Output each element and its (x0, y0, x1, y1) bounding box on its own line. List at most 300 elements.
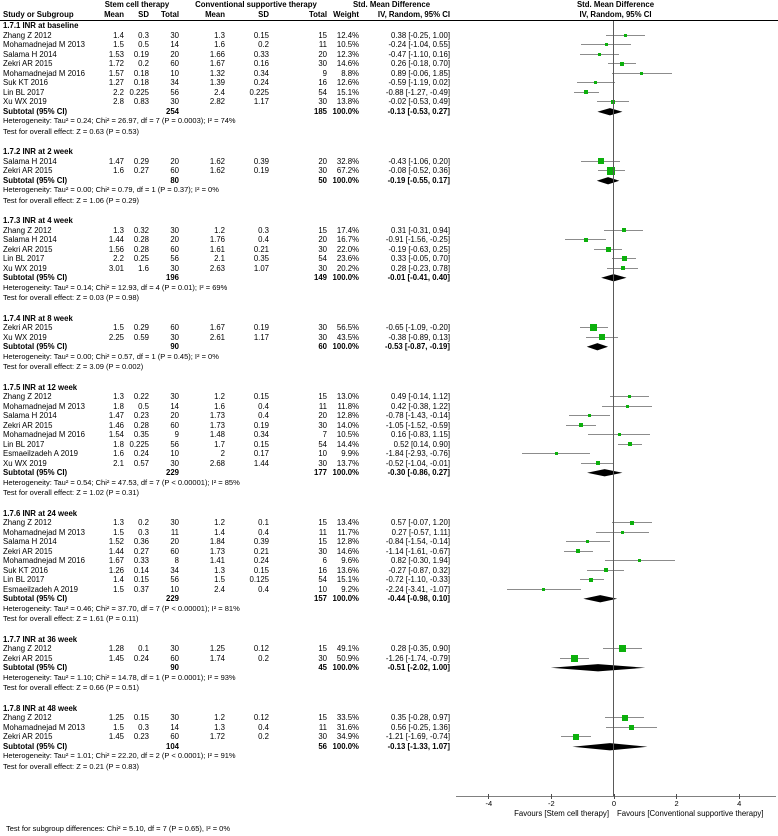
col-mean2 (182, 273, 228, 283)
col-mean1: 1.4 (113, 575, 124, 584)
study-row (0, 69, 778, 79)
col-mean2: 1.66 (209, 49, 225, 59)
col-mean2: 1.61 (209, 244, 225, 254)
col-mean2: 1.41 (209, 556, 225, 565)
study-plot-cell (453, 157, 778, 167)
study-row (0, 459, 778, 469)
col-mean2: 1.73 (209, 420, 225, 430)
study-plot-cell (453, 421, 778, 431)
col-mean2: 1.3 (214, 722, 225, 732)
col-mean2: 1.25 (209, 644, 225, 653)
group-header-smd-plot: Std. Mean Difference (576, 0, 655, 9)
overall-effect-note: Test for overall effect: Z = 1.61 (P = 0.11) (3, 614, 139, 623)
col-sd1: 0.3 (138, 30, 149, 40)
col-n2: 15 (318, 713, 327, 722)
pooled-diamond (453, 594, 778, 604)
col-smd: -0.72 [-1.10, -0.33] (385, 575, 450, 584)
col-n2: 15 (318, 537, 327, 546)
effect-marker (589, 578, 593, 582)
col-mean2: 2.63 (209, 263, 225, 273)
study-label: Salama H 2014 (3, 411, 57, 420)
col-weight: 100.0% (332, 175, 359, 185)
effect-marker (640, 72, 643, 75)
col-n2: 15 (318, 225, 327, 235)
col-mean1: 1.46 (108, 420, 124, 430)
effect-marker (620, 62, 624, 66)
axis (0, 796, 778, 826)
subtotal-row (0, 594, 778, 604)
col-sd2 (228, 742, 272, 752)
study-row (0, 392, 778, 402)
effect-marker (571, 655, 578, 662)
effect-marker (604, 568, 608, 572)
col-n1: 90 (170, 663, 179, 672)
col-n2: 30 (318, 420, 327, 430)
col-n2: 16 (318, 78, 327, 87)
col-sd1: 0.23 (133, 732, 149, 741)
col-mean2: 2.1 (214, 254, 225, 263)
col-sd1: 0.29 (133, 323, 149, 332)
col-sd2: 0.19 (253, 420, 269, 430)
forest-body (0, 21, 778, 782)
col-mean1: 1.5 (113, 584, 124, 594)
col-header-mean2: Mean (205, 10, 225, 19)
col-mean1: 1.44 (108, 235, 124, 244)
study-label: Zekri AR 2015 (3, 420, 53, 430)
study-label: Lin BL 2017 (3, 575, 45, 584)
col-n1: 56 (170, 575, 179, 584)
subtotal-row (0, 468, 778, 478)
col-weight: 31.6% (336, 722, 359, 732)
pooled-diamond (453, 742, 778, 752)
study-label: Xu WX 2019 (3, 458, 47, 468)
section-title: 1.7.4 INR at 8 week (3, 313, 73, 323)
study-row (0, 411, 778, 421)
col-smd: -0.53 [-0.87, -0.19] (384, 342, 450, 351)
study-label: Xu WX 2019 (3, 97, 47, 106)
col-mean2: 2.4 (214, 584, 225, 594)
col-sd1 (127, 594, 152, 604)
col-sd2: 0.17 (253, 449, 269, 458)
study-label: Lin BL 2017 (3, 254, 45, 263)
effect-marker (584, 238, 588, 242)
col-sd1: 1.6 (138, 263, 149, 273)
col-sd2: 0.4 (258, 411, 269, 420)
col-n2: 30 (318, 332, 327, 342)
subtotal-plot-cell (453, 663, 778, 673)
col-mean1: 2.8 (113, 97, 124, 106)
study-label: Zhang Z 2012 (3, 30, 52, 40)
col-sd1: 0.22 (133, 392, 149, 401)
group-header-conventional: Conventional supportive therapy (195, 0, 317, 9)
col-mean1: 1.54 (108, 430, 124, 439)
col-weight: 12.8% (336, 537, 359, 546)
study-label: Salama H 2014 (3, 49, 57, 59)
study-label: Zekri AR 2015 (3, 323, 53, 332)
study-row (0, 235, 778, 245)
col-header-study: Study or Subgroup (3, 10, 74, 19)
col-sd1 (127, 468, 152, 478)
study-row (0, 50, 778, 60)
col-sd1: 0.5 (138, 401, 149, 411)
study-plot-cell (453, 723, 778, 733)
col-weight: 15.1% (336, 87, 359, 97)
study-plot-cell (453, 547, 778, 557)
section-title: 1.7.2 INR at 2 week (3, 147, 73, 156)
heterogeneity-note: Heterogeneity: Tau² = 0.14; Chi² = 12.93, df = 4 (P = 0.01); I² = 69% (3, 282, 228, 292)
col-smd: -0.24 [-1.04, 0.55] (388, 40, 450, 49)
section-title: 1.7.1 INR at baseline (3, 21, 79, 30)
col-mean2: 1.67 (209, 59, 225, 68)
col-weight: 9.2% (341, 584, 359, 594)
overall-effect-note: Test for overall effect: Z = 3.09 (P = 0.002) (3, 362, 144, 371)
overall-effect-note: Test for overall effect: Z = 0.21 (P = 0.83) (3, 761, 140, 771)
study-plot-cell (453, 732, 778, 742)
col-n2: 60 (318, 342, 327, 351)
col-weight: 14.6% (336, 59, 359, 68)
col-weight: 34.9% (336, 732, 359, 741)
study-row (0, 723, 778, 733)
study-plot-cell (453, 459, 778, 469)
effect-marker (622, 256, 627, 261)
col-sd1: 0.36 (133, 537, 149, 546)
col-header-mean1: Mean (104, 10, 124, 19)
col-n1: 56 (170, 439, 179, 449)
section-title: 1.7.5 INR at 12 week (3, 382, 78, 392)
col-mean2: 1.62 (209, 166, 225, 175)
col-smd: 0.49 [-0.14, 1.12] (391, 392, 450, 401)
col-mean2 (182, 468, 228, 478)
col-mean1: 1.47 (108, 156, 124, 166)
col-smd: 0.57 [-0.07, 1.20] (391, 518, 450, 527)
heterogeneity-note: Heterogeneity: Tau² = 0.54; Chi² = 47.53, df = 7 (P < 0.00001); I² = 85% (3, 477, 240, 487)
study-label: Zhang Z 2012 (3, 225, 52, 235)
col-n1: 60 (170, 59, 179, 68)
col-n1: 30 (170, 392, 179, 401)
effect-marker (586, 540, 589, 543)
col-sd2 (228, 176, 272, 186)
col-smd: -0.19 [-0.55, 0.17] (387, 175, 450, 185)
col-n2: 16 (318, 565, 327, 575)
study-row (0, 226, 778, 236)
effect-marker (624, 34, 627, 37)
col-mean1: 1.44 (108, 546, 124, 556)
col-n2: 15 (318, 30, 327, 40)
col-n2: 15 (318, 644, 327, 653)
study-row (0, 333, 778, 343)
col-sd2: 0.4 (258, 722, 269, 732)
col-mean1: 1.47 (108, 411, 124, 420)
col-sd2: 0.2 (258, 40, 269, 49)
col-smd: 0.35 [-0.28, 0.97] (391, 713, 450, 722)
effect-marker (607, 167, 615, 175)
col-smd: -0.08 [-0.52, 0.36] (388, 166, 450, 175)
col-sd1 (127, 107, 152, 117)
col-mean2: 1.3 (214, 565, 225, 575)
study-row (0, 88, 778, 98)
col-sd2: 0.39 (253, 156, 269, 166)
col-n1: 14 (170, 401, 179, 411)
subtotal-plot-cell (453, 742, 778, 752)
study-label: Lin BL 2017 (3, 87, 45, 97)
col-smd: -0.84 [-1.54, -0.14] (385, 537, 450, 546)
col-n2: 11 (318, 401, 327, 411)
col-sd1: 0.2 (138, 59, 149, 68)
col-n2: 30 (318, 244, 327, 254)
col-mean2 (182, 342, 228, 352)
col-weight: 14.0% (336, 420, 359, 430)
effect-marker (618, 433, 621, 436)
effect-marker (621, 266, 625, 270)
col-smd: -0.43 [-1.06, 0.20] (388, 156, 450, 166)
col-sd1 (127, 663, 152, 673)
col-mean2: 1.4 (214, 527, 225, 537)
study-row (0, 78, 778, 88)
col-weight: 14.4% (336, 439, 359, 449)
study-row (0, 537, 778, 547)
col-mean1 (92, 342, 127, 352)
col-mean1: 1.4 (113, 30, 124, 40)
col-smd: -1.21 [-1.69, -0.74] (385, 732, 450, 741)
pooled-diamond (453, 176, 778, 186)
col-mean1: 1.8 (113, 439, 124, 449)
study-plot-cell (453, 440, 778, 450)
col-sd1 (127, 273, 152, 283)
section-gap (0, 772, 778, 782)
effect-marker (598, 53, 601, 56)
col-weight: 13.0% (336, 392, 359, 401)
col-weight: 13.8% (336, 97, 359, 106)
col-smd: 0.26 [-0.18, 0.70] (391, 59, 450, 68)
favours-right-label: Favours [Conventional supportive therapy] (617, 809, 764, 818)
study-row (0, 40, 778, 50)
col-n1: 229 (165, 594, 179, 603)
axis-tick-label: -2 (548, 799, 555, 808)
col-n2: 30 (318, 263, 327, 273)
section-title: 1.7.6 INR at 24 week (3, 508, 78, 518)
col-mean2: 1.62 (209, 156, 225, 166)
col-n1: 30 (170, 30, 179, 40)
study-label: Zekri AR 2015 (3, 166, 53, 175)
effect-marker (638, 559, 641, 562)
col-weight: 15.1% (336, 575, 359, 584)
col-weight: 23.6% (336, 254, 359, 263)
col-header-ci-text: IV, Random, 95% CI (377, 10, 450, 19)
effect-marker (542, 588, 545, 591)
study-plot-cell (453, 31, 778, 41)
effect-marker (588, 414, 591, 417)
col-mean2 (182, 663, 228, 673)
col-weight: 100.0% (332, 741, 359, 751)
col-header-sd1: SD (138, 10, 149, 19)
col-mean1: 1.6 (113, 166, 124, 175)
col-n2: 15 (318, 392, 327, 401)
col-weight: 100.0% (332, 106, 359, 116)
col-smd: 0.42 [-0.38, 1.22] (391, 401, 450, 411)
study-label: Suk KT 2016 (3, 565, 48, 575)
subtotal-row (0, 107, 778, 117)
col-mean2: 2.82 (209, 97, 225, 106)
col-mean1 (92, 176, 127, 186)
study-label: Salama H 2014 (3, 235, 57, 244)
col-sd2: 0.125 (249, 575, 269, 584)
col-n2: 11 (318, 527, 327, 537)
col-n2: 177 (313, 468, 327, 477)
study-label: Zekri AR 2015 (3, 546, 53, 556)
study-label: Mohamadnejad M 2013 (3, 40, 85, 49)
effect-marker (599, 334, 605, 340)
col-weight: 12.8% (336, 411, 359, 420)
section-title: 1.7.7 INR at 36 week (3, 634, 78, 644)
col-n2: 10 (318, 584, 327, 594)
col-smd: -1.14 [-1.61, -0.67] (385, 546, 450, 556)
col-n1: 229 (165, 468, 179, 477)
col-mean1: 1.53 (108, 49, 124, 59)
col-sd2: 0.2 (258, 732, 269, 741)
study-row (0, 421, 778, 431)
pooled-diamond (453, 468, 778, 478)
heterogeneity-note: Heterogeneity: Tau² = 0.46; Chi² = 37.70, df = 7 (P < 0.00001); I² = 81% (3, 603, 240, 613)
col-n2: 54 (318, 87, 327, 97)
col-smd: -1.84 [-2.93, -0.76] (385, 449, 450, 458)
col-sd1 (127, 342, 152, 352)
col-mean1: 1.3 (113, 518, 124, 527)
study-row (0, 585, 778, 595)
subtotal-plot-cell (453, 273, 778, 283)
study-row (0, 402, 778, 412)
effect-marker (596, 461, 600, 465)
pooled-diamond (453, 107, 778, 117)
column-header-row (0, 10, 778, 21)
col-sd2: 0.12 (253, 644, 269, 653)
section-gap (0, 625, 778, 635)
col-weight: 17.4% (336, 225, 359, 235)
col-n1: 30 (170, 644, 179, 653)
col-sd1: 0.1 (138, 644, 149, 653)
col-sd2: 1.07 (253, 263, 269, 273)
col-sd1: 0.27 (133, 166, 149, 175)
col-sd2: 0.1 (258, 518, 269, 527)
axis-tick-label: 4 (737, 799, 742, 808)
col-header-weight: Weight (333, 10, 359, 19)
col-n2: 185 (313, 106, 327, 116)
col-sd2: 0.39 (253, 537, 269, 546)
col-weight: 9.6% (341, 556, 359, 565)
col-smd: -0.78 [-1.43, -0.14] (385, 411, 450, 420)
col-n2: 11 (318, 40, 327, 49)
col-sd1 (127, 176, 152, 186)
col-n1: 20 (170, 537, 179, 546)
study-plot-cell (453, 575, 778, 585)
study-row (0, 644, 778, 654)
col-smd: -0.65 [-1.09, -0.20] (385, 323, 450, 332)
study-plot-cell (453, 411, 778, 421)
col-header-ci-plot: IV, Random, 95% CI (579, 10, 652, 19)
study-plot-cell (453, 402, 778, 412)
col-n2: 7 (322, 430, 327, 439)
col-smd: -0.91 [-1.56, -0.25] (385, 235, 450, 244)
pooled-diamond (453, 663, 778, 673)
col-mean2 (182, 176, 228, 186)
col-sd2: 0.15 (253, 392, 269, 401)
col-mean2: 2 (220, 449, 225, 458)
study-plot-cell (453, 556, 778, 566)
overall-effect-note: Test for overall effect: Z = 0.03 (P = 0.98) (3, 293, 140, 302)
effect-marker (621, 531, 624, 534)
col-sd2: 1.17 (253, 97, 269, 106)
col-smd: -0.13 [-1.33, 1.07] (387, 741, 450, 751)
study-row (0, 528, 778, 538)
study-label: Mohamadnejad M 2013 (3, 722, 85, 732)
col-mean2: 1.6 (214, 40, 225, 49)
section-title: 1.7.3 INR at 4 week (3, 216, 73, 225)
study-label: Subtotal (95% CI) (3, 273, 68, 282)
col-n2: 20 (318, 156, 327, 166)
overall-effect-note: Test for overall effect: Z = 1.06 (P = 0.29) (3, 195, 140, 205)
heterogeneity-note: Heterogeneity: Tau² = 1.10; Chi² = 14.78, df = 1 (P = 0.0001); I² = 93% (3, 672, 236, 682)
col-smd: -0.02 [-0.53, 0.49] (388, 97, 450, 106)
col-n2: 54 (318, 575, 327, 584)
col-n2: 30 (318, 546, 327, 556)
col-n2: 9 (322, 68, 327, 78)
col-smd: -0.44 [-0.98, 0.10] (387, 594, 450, 603)
study-row (0, 449, 778, 459)
col-n1: 56 (170, 254, 179, 263)
study-plot-cell (453, 78, 778, 88)
col-n2: 30 (318, 653, 327, 663)
col-mean1: 1.5 (113, 40, 124, 49)
col-mean1 (92, 468, 127, 478)
study-row (0, 264, 778, 274)
study-plot-cell (453, 254, 778, 264)
col-sd1: 0.23 (133, 411, 149, 420)
col-n2: 30 (318, 323, 327, 332)
section-gap (0, 206, 778, 216)
col-header-total1: Total (160, 10, 179, 19)
study-row (0, 654, 778, 664)
col-sd1: 0.35 (133, 430, 149, 439)
study-row (0, 245, 778, 255)
col-n1: 11 (170, 527, 179, 537)
effect-marker (573, 734, 579, 740)
col-sd2 (228, 107, 272, 117)
col-n1: 20 (170, 49, 179, 59)
effect-marker (598, 158, 604, 164)
study-label: Subtotal (95% CI) (3, 468, 68, 477)
col-smd: -0.52 [-1.04, -0.01] (385, 458, 450, 468)
col-sd2: 0.34 (253, 68, 269, 78)
zero-effect-line (613, 21, 614, 796)
study-plot-cell (453, 585, 778, 595)
col-sd1: 0.18 (133, 68, 149, 78)
study-row (0, 254, 778, 264)
col-mean1: 1.56 (108, 244, 124, 254)
col-sd2: 0.33 (253, 49, 269, 59)
section-title: 1.7.8 INR at 48 week (3, 703, 78, 713)
axis-line (456, 796, 776, 797)
col-n1: 60 (170, 166, 179, 175)
col-n1: 30 (170, 458, 179, 468)
col-sd1: 0.27 (133, 546, 149, 556)
col-smd: 0.16 [-0.83, 1.15] (391, 430, 450, 439)
study-plot-cell (453, 59, 778, 69)
col-sd2: 0.35 (253, 254, 269, 263)
col-n1: 34 (170, 565, 179, 575)
col-n1: 30 (170, 713, 179, 722)
col-smd: -0.30 [-0.86, 0.27] (387, 468, 450, 477)
study-plot-cell (453, 50, 778, 60)
pooled-diamond (453, 273, 778, 283)
